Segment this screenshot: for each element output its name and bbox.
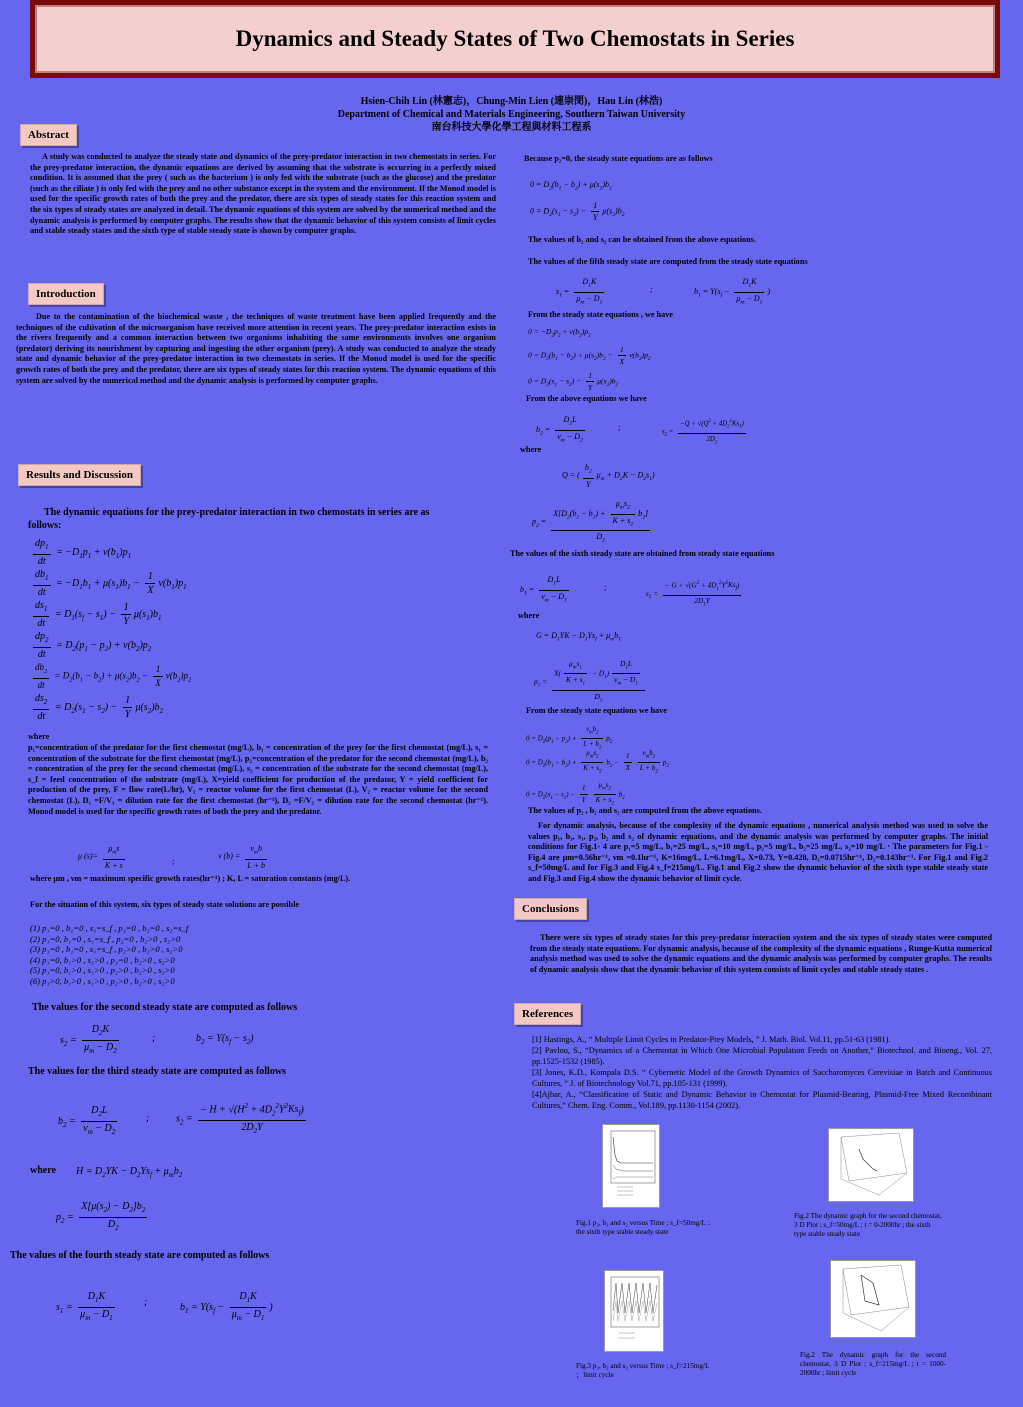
separator-semicolon: ;: [172, 857, 175, 866]
section-tag-abstract: Abstract: [20, 124, 77, 146]
title-banner-inner: [35, 5, 995, 73]
separator-semicolon: ;: [152, 1033, 156, 1044]
where-g-label: where: [518, 611, 540, 620]
fourth-ss-heading: The values of the fourth steady state are computed as follows: [10, 1250, 270, 1261]
separator-semicolon: ;: [144, 1297, 148, 1308]
second-ss-heading: The values for the second steady state are computed as follows: [32, 1002, 298, 1013]
where-q-label: where: [520, 445, 542, 454]
third-ss-heading: The values for the third steady state are computed as follows: [28, 1066, 286, 1077]
figure-3-thumbnail: [604, 1270, 664, 1352]
steady-type-6: (6) p₁>0, b₁>0 , s₁>0 , p₂>0 , b₂>0 , s₂>0: [30, 975, 175, 986]
department: Department of Chemical and Materials Engineering, Southern Taiwan University: [337, 109, 686, 120]
abstract-text: A study was conducted to analyze the steady state and dynamics of the prey-predator interaction in two chemostats in series. For the prey-predator interaction, the dynamic equations are derived by assuming that the substrate is occurring in a perfectly mixed condition. It is assumed that the prey ( such as the bacterium ) is only fed with the substrate (such as the glucose) and the predator (such as the ciliate ) is only fed with the prey and no other substance except in the system and the environment. If the Monod model is used for the specific growth rates of both the prey and the predator, there are six types of steady states for this reaction system and the six types of steady states are analyzed in detail. The dynamic equations of this system are solved by the numerical method and the dynamic analysis is performed by computer graphs. The results show that the dynamic behavior of this system consists of limit cycles and stable steady states and the sixth type of stable steady state is shown by computer graphs.: [30, 152, 496, 236]
g-definition: $G = D_1YK - D_1Ys_f + \mu_mb_1$: [536, 631, 621, 643]
steady-type-4: (4) p₁=0, b₁>0 , s₁>0 , p₂=0 , b₂>0 , s₂>0: [30, 954, 175, 965]
references-list: [532, 1034, 992, 1111]
separator-semicolon: ;: [618, 423, 621, 432]
reference-item: [1] Hastings, A., “ Multiple Limit Cycles in Predator-Prey Models, ” J. Math. Biol. Vol.11, pp.51-63 (1981).: [532, 1035, 891, 1044]
h-definition: $H = D_2YK - D_2Ys_f + \mu_mb_2$: [76, 1166, 183, 1179]
section-tag-introduction: Introduction: [28, 283, 104, 305]
from-ss-have-2: From the steady state equations we have: [526, 706, 667, 715]
steady-type-1: (1) p₁=0 , b₁=0 , s₁=s_f , p₂=0 , b₂=0 , s₂=s_f: [30, 923, 189, 933]
separator-semicolon: ;: [604, 583, 607, 592]
from-above-have: From the above equations we have: [526, 394, 647, 403]
separator-semicolon: ;: [146, 1113, 150, 1124]
sixth-b1: $b_1$ = $\frac{D_1L}{\nu_m - D_1}$: [520, 575, 567, 604]
results-intro: The dynamic equations for the prey-predator interaction in two chemostats in series are as follows:: [28, 507, 430, 531]
fifth-eq-3: $0 = -D_2p_2 + \nu(b_2)p_2$: [528, 327, 591, 339]
computed-above: The values of p₂ , b₂ and s₂ are computed from the above equations.: [528, 806, 762, 815]
section-tag-conclusions: Conclusions: [514, 898, 587, 920]
variable-definitions: p₁=concentration of the predator for the first chemostat (mg/L), b₁ = concentration of the prey for the first chemostat (mg/L), s₁ = concentration of the substrate for the first chemostat (mg/L), p₂=concentration of the predator for the second chemostat (mg/L), b₂ = concentration of the prey for the second chemostat (mg/L), s₂ = concentration of the substrate for the second chemostat (mg/L), s_f = feed concentration of the substrate (mg/L), X=yield coefficient for production of the predator, Y = yield coefficient for production of the prey, F = flow rate(L/hr), V₁ = reactor volume for the first chemostat (L), V₂ = reactor volume for the second chemostat (L), D₁ =F/V₁ = dilution rate for the first chemostat (hr⁻¹), D₂ =F/V₂ = dilution rate for the second chemostat (hr⁻¹). Monod model is used for the specific growth rates of both the prey and the predator.: [28, 743, 488, 816]
steady-type-2: (2) p₁=0, b₁=0 , s₁=s_f , p₂=0 , b₂>0 , s₂>0: [30, 933, 181, 944]
fifth-s2: $s_2$ = $\frac{-Q + √(Q^2 + 4D_2^2Ks_1)}{2D_2}$: [662, 416, 749, 448]
third-ss-s2: $s_2$ = $\frac{- H + √(H^2 + 4D_2^2Y^2Ks_f)}{2D_2Y}$: [176, 1102, 304, 1136]
figure-3-caption: Fig.3 p₂, b₂ and s₂ versus Time ; s_f=215mg/L ；limit cycle: [576, 1362, 710, 1379]
poster-title: Dynamics and Steady States of Two Chemostats in Series: [235, 26, 795, 51]
introduction-text: Due to the contamination of the biochemical waste , the techniques of waste treatment have been applied frequently and the techniques of the cultivation of the microorganism have received more attention in recent years. The prey-predator interaction exists in the rivers frequently and a common interaction between two organisms inhabiting the same environments involves one organism (predator) deriving its nourishment by capturing and ingesting the other organism (prey). A study was conducted to analyze the steady state and dynamic behavior of the prey-predator interaction in two chemostats in series. If the Monod model is used for the specific growth rates of both the prey and the predator, there are six types of steady states for this reaction system. The dynamic equations of this system are solved by the numerical method and the dynamic analysis is performed by computer graphs.: [16, 312, 496, 385]
steady-state-types: [30, 923, 188, 987]
six-types-intro: For the situation of this system, six types of steady state solutions are possible: [30, 900, 299, 909]
fifth-eq-1: $0 = D_2(b_1 - b_2) + \mu(s_2)b_2$: [530, 180, 612, 192]
reference-item: [3] Jones, K.D., Kompala D.S. “ Cybernetic Model of the Growth Dynamics of Saccharomyces Cerevisiae in Batch and Continuous Cultures, ” J. of Biotechnology Vol.71, pp.105-131 (1999).: [532, 1068, 992, 1088]
fig3-oscillation-plot-icon: [605, 1271, 663, 1351]
fifth-b2: $b_2$ = $\frac{D_2L}{\nu_m - D_2}$: [536, 415, 583, 444]
second-ss-b2: $b_2 = Y(s_f - s_2)$: [196, 1033, 254, 1046]
title-banner: [30, 0, 1000, 78]
third-ss-p2: $p_2$ = $\frac{X[\mu(s_2) - D_2]b_2}{D_2}$: [56, 1201, 146, 1232]
where-label: where: [28, 732, 50, 741]
figure-2-caption: Fig.2 The dynamic graph for the second chemostat, 3 D Plot ; s_f=50mg/L ; t = 0-2000hr ; the sixth type stable steady state: [794, 1212, 942, 1238]
section-tag-results: Results and Discussion: [18, 464, 141, 486]
fourth-ss-s1: $s_1$ = $\frac{D_1K}{\mu_m - D_1}$: [56, 1291, 113, 1322]
q-definition: Q = ( $\frac{b_2}{Y}$ $\mu_m + D_2K - D_2s_1$): [562, 463, 655, 489]
fifth-ss-b1: $b_1 = Y(s_f$ − $\frac{D_1K}{\mu_m - D_1}$ ): [694, 277, 771, 306]
steady-type-3: (3) p₁=0 , b₁=0 , s₁=s_f , p₂>0 , b₂>0 , s₂>0: [30, 944, 183, 955]
steady-type-5: (5) p₁=0, b₁>0 , s₁>0 , p₂>0 , b₂>0 , s₂>0: [30, 965, 175, 976]
figure-4-caption: Fig.2 The dynamic graph for the second chemostat, 3 D Plot ; s_f=215mg/L ; t = 1000-2000hr ; limit cycle: [800, 1351, 946, 1377]
sixth-eq-2: $0 = D_2(b_1 - b_2)$ + $\frac{\mu_ms_2}{K + s_2}$ $b_2$ − $\frac{1}{X}$ $\frac{\nu_mb_2}{L + b_2}$ $p_2$: [526, 749, 669, 775]
fifth-ss-s1: $s_1$ = $\frac{D_1K}{\mu_m - D_1}$: [556, 277, 603, 306]
fig1-line-plot-icon: [603, 1125, 659, 1207]
sixth-s1: $s_1$ = $\frac{- G + √(G^2 + 4D_1^2Y^2Ks_f)}{2D_1Y}$: [646, 578, 744, 610]
fourth-ss-b1: $b_1 = Y(s_f$ − $\frac{D_1K}{\mu_m - D_1}$ ): [180, 1291, 273, 1322]
fifth-eq-4: $0 = D_2(b_1 - b_2) + \mu(s_2)b_2$ − $\frac{1}{X}$ $\nu(b_2)p_2$: [528, 345, 651, 366]
fifth-p2: $p_2$ = $X[D_2(b_1 - b_2)$ + $\frac{\mu_ms_2}{K + s_2}$ $b_2$] $D_2$: [532, 499, 649, 544]
fig2-3d-plot-icon: [829, 1129, 913, 1201]
conclusions-text: There were six types of steady states for this prey-predator interaction system and the six types of steady states were computed from the steady state equations. For dynamic analysis, because of the complexity of the dynamic equations , Runge-Kutta numerical analysis method was used to solve the dynamic equations and the dynamic analysis was performed by computer graphs. The results of dynamic analysis show that the dynamic behavior of this system consists of limit cycles and stable steady states .: [530, 933, 992, 974]
sixth-eq-1: $0 = D_2(p_1 - p_2)$ + $\frac{\nu_mb_2}{L + b_2}$ $p_2$: [526, 725, 613, 751]
department-zh: 南台科技大學化學工程與材料工程系: [431, 122, 592, 133]
b2s2-obtained: The values of b₂ and s₂ can be obtained from the above equations.: [528, 235, 756, 244]
fifth-eq-5: $0 = D_2(s_1 - s_2)$ − $\frac{1}{Y}$ $\mu(s_2)b_2$: [528, 371, 619, 392]
reference-item: [4]Ajbar, A., “Classification of Static and Dynamic Behavior in Chemostat for Plasmid-Bearing, Plasmid-Free Mixed Recombinant Cultures,” Chem. Eng. Comm., Vol.189, pp.1130-1154 (2002).: [532, 1090, 992, 1110]
monod-definitions: where μm , νm = maximum specific growth rates(hr⁻¹) ; K, L = saturation constants (mg/L).: [30, 874, 351, 883]
sixth-eq-3: $0 = D_2(s_1 - s_2)$ − $\frac{1}{Y}$ $\frac{\mu_ms_2}{K + s_2}$ $b_2$: [526, 781, 625, 807]
second-ss-s2: $s_2$ = $\frac{D_2K}{\mu_m - D_2}$: [60, 1024, 117, 1055]
fifth-ss-heading: The values of the fifth steady state are computed from the steady state equations: [528, 257, 808, 266]
where-h-label: where: [30, 1165, 56, 1176]
figure-1-caption: Fig.1 p₂, b₂ and s₂ versus Time ; s_f=50mg/L ：the sixth type stable steady state: [576, 1219, 715, 1236]
dynamic-equations: $\frac{dp_1}{dt}$ = $-D_1p_1 + \nu(b_1)p_1$ $\frac{db_1}{dt}$ = $-D_1b_1 + \mu(s_1)b_1$ − $\frac{1}{X}$ $\nu(b_1)p_1$ $\frac{ds_1}{dt}$ = $D_1(s_f - s_1)$ − $\frac{1}{Y}$ $\mu(s_1)b_1$ $\frac{dp_2}{dt}$ = $D_2(p_1 - p_2) + \nu(b_2)p_2$ $\frac{db_2}{dt}$ = $D_2(b_1 - b_2) + \mu(s_2)b_2$ − $\frac{1}{X}$ $\nu(b_2)p_2$ $\frac{ds_2}{dt}$ = $D_2(s_1 - s_2)$ − $\frac{1}{Y}$ $\mu(s_2)b_2$: [35, 538, 192, 722]
separator-semicolon: ;: [650, 285, 653, 294]
fifth-eq-2: $0 = D_2(s_1 - s_2)$ − $\frac{1}{Y}$ $\mu(s_2)b_2$: [530, 201, 625, 222]
sixth-ss-heading: The values of the sixth steady state are obtained from steady state equations: [510, 549, 775, 558]
monod-nu: ν (b) = $\frac{\nu_mb}{L + b}$: [218, 844, 265, 870]
p2-zero-text: Because p₂=0, the steady state equations are as follows: [524, 154, 713, 163]
from-ss-have: From the steady state equations , we have: [528, 310, 673, 319]
figure-4-thumbnail: [830, 1260, 916, 1338]
fig4-3d-plot-icon: [831, 1261, 915, 1337]
sixth-p1: $p_1$ = X( $\frac{\mu_ms_1}{K + s_1}$ − $D_1$) $\frac{D_1L}{\nu_m - D_1}$ $D_1$: [534, 658, 648, 706]
dynamic-analysis-text: For dynamic analysis, because of the complexity of the dynamic equations , numerical analysis method was used to solve the values p₁, b₁, s₁, p₂, b₂ and s₂ of dynamic equations, and the dynamic analysis was performed by computer graphs. The initial conditions for Fig.1- 4 are p₁=5 mg/L, b₁=25 mg/L, s₁=10 mg/L, p₂=5 mg/L, b₂=25 mg/L, s₂=10 mg/L ‧ The parameters for Fig.1 - Fig.4 are μm=0.56hr⁻¹, νm =0.1hr⁻¹, K=16mg/L, L=6.1mg/L, X=0.73, Y=0.428, D₁=0.0715hr⁻¹, D₂=0.143hr⁻¹. For Fig.1 and Fig.2 s_f=50mg/L and for Fig.3 and Fig.4 s_f=215mg/L. Fig.1 and Fig.2 show the dynamic behavior of the sixth type stable steady state and Fig.3 and Fig.4 show the dynamic behavior of limit cycle.: [528, 821, 988, 883]
third-ss-b2: $b_2$ = $\frac{D_2L}{\nu_m - D_2}$: [58, 1105, 116, 1136]
monod-mu: μ (s)= $\frac{\mu_ms}{K + s}$: [78, 844, 123, 870]
authors: Hsien-Chih Lin (林憲志)，Chung-Min Lien (連崇閔)，Hau Lin (林浩): [360, 96, 663, 107]
figure-1-thumbnail: [602, 1124, 660, 1208]
figure-2-thumbnail: [828, 1128, 914, 1202]
reference-item: [2] Pavlou, S., “Dynamics of a Chemostat in Which One Microbial Population Feeds on Another,” Biotechnol. and Bioeng., Vol. 27, pp.1525-1532 (1985).: [532, 1046, 992, 1066]
section-tag-references: References: [514, 1003, 581, 1025]
